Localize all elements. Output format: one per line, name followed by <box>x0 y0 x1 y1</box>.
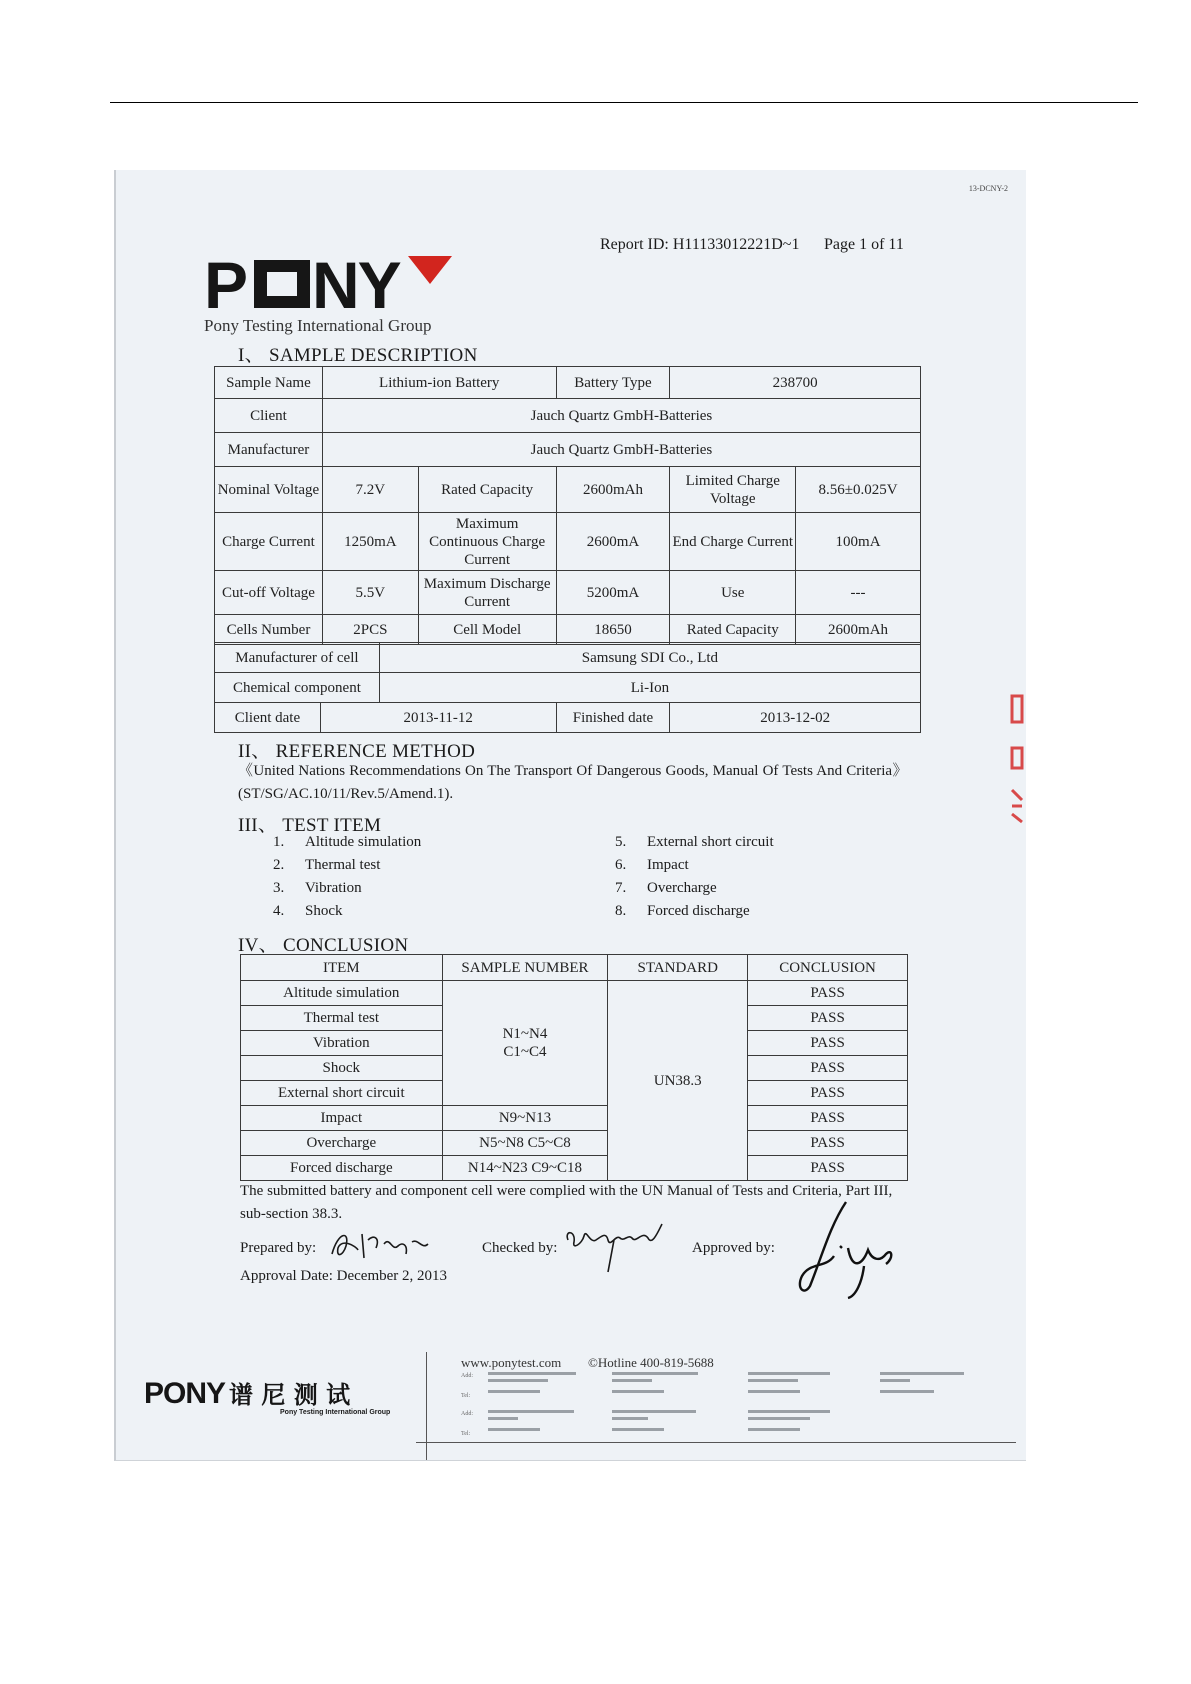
approval-date: Approval Date: December 2, 2013 <box>240 1268 448 1284</box>
company-group: Pony Testing International Group <box>204 316 432 335</box>
conclusion-header-sample: SAMPLE NUMBER <box>442 955 608 981</box>
conclusion-item: Overcharge <box>241 1131 443 1156</box>
limited-charge-voltage-label: Limited Charge Voltage <box>670 467 796 513</box>
footer-group-small: Pony Testing International Group <box>280 1409 391 1416</box>
client-value: Jauch Quartz GmbH-Batteries <box>322 399 920 433</box>
manufacturer-cell-label: Manufacturer of cell <box>215 643 380 673</box>
header-rule <box>110 102 1138 103</box>
test-item-number: 4. <box>273 903 285 919</box>
test-item-number: 2. <box>273 857 285 873</box>
test-item <box>273 834 421 851</box>
rated-capacity2-label: Rated Capacity <box>670 615 796 645</box>
conclusion-result: PASS <box>748 1056 908 1081</box>
conclusion-result: PASS <box>748 1156 908 1181</box>
form-code: 13-DCNY-2 <box>968 184 1008 193</box>
footer-add-label: Add: <box>461 1373 473 1379</box>
test-item <box>615 834 774 851</box>
section-heading-conclusion: IV、 CONCLUSION <box>238 935 409 956</box>
sample-group-n1-c4 <box>442 981 608 1106</box>
sample-impact: N9~N13 <box>442 1106 608 1131</box>
client-date-label: Client date <box>215 703 321 733</box>
test-item-number: 5. <box>615 834 627 850</box>
svg-text:P: P <box>204 254 247 312</box>
nominal-voltage-label: Nominal Voltage <box>215 467 323 513</box>
approved-signature <box>782 1196 902 1311</box>
sample-name-label: Sample Name <box>215 367 323 399</box>
footer-tel-label: Tel: <box>461 1431 471 1437</box>
test-item-number: 6. <box>615 857 627 873</box>
cell-model-label: Cell Model <box>418 615 556 645</box>
conclusion-result: PASS <box>748 1106 908 1131</box>
footer-tel-label: Tel: <box>461 1393 471 1399</box>
test-item-label: Vibration <box>305 880 362 896</box>
conclusion-item: Altitude simulation <box>241 981 443 1006</box>
pony-logo <box>204 254 454 317</box>
footer-website: www.ponytest.com <box>461 1355 562 1370</box>
cells-number-value: 2PCS <box>322 615 418 645</box>
red-seal-edge <box>1008 690 1026 840</box>
section-heading-test-item: III、 TEST ITEM <box>238 815 382 836</box>
dates-table <box>214 702 921 733</box>
manufacturer-value: Jauch Quartz GmbH-Batteries <box>322 433 920 467</box>
compliance-statement: The submitted battery and component cell were complied with the UN Manual of Tests and Criteria, Part III, sub-section 38.3. <box>240 1183 893 1222</box>
charge-current-label: Charge Current <box>215 513 323 571</box>
conclusion-header-standard: STANDARD <box>608 955 748 981</box>
test-item-label: External short circuit <box>647 834 774 850</box>
test-item-label: Shock <box>305 903 343 919</box>
svg-text:NY: NY <box>312 254 400 312</box>
section-heading-sample: I、 SAMPLE DESCRIPTION <box>238 345 478 366</box>
checked-signature <box>562 1214 672 1281</box>
cells-number-label: Cells Number <box>215 615 323 645</box>
conclusion-result: PASS <box>748 1131 908 1156</box>
conclusion-item: Vibration <box>241 1031 443 1056</box>
conclusion-item: Forced discharge <box>241 1156 443 1181</box>
conclusion-item: Thermal test <box>241 1006 443 1031</box>
end-charge-value: 100mA <box>796 513 921 571</box>
manufacturer-label: Manufacturer <box>215 433 323 467</box>
conclusion-result: PASS <box>748 981 908 1006</box>
max-cont-charge-value: 2600mA <box>556 513 670 571</box>
client-date-value: 2013-11-12 <box>320 703 556 733</box>
test-item-label: Impact <box>647 857 689 873</box>
rated-capacity2-value: 2600mAh <box>796 615 921 645</box>
conclusion-header-conclusion: CONCLUSION <box>748 955 908 981</box>
cutoff-voltage-value: 5.5V <box>322 571 418 615</box>
rated-capacity-value: 2600mAh <box>556 467 670 513</box>
footer-add-label: Add: <box>461 1411 473 1417</box>
charge-current-value: 1250mA <box>322 513 418 571</box>
sample-forced: N14~N23 C9~C18 <box>442 1156 608 1181</box>
max-cont-charge-label: Maximum Continuous Charge Current <box>418 513 556 571</box>
footer-logo <box>144 1375 390 1416</box>
rated-capacity-label: Rated Capacity <box>418 467 556 513</box>
conclusion-table <box>240 954 908 1181</box>
sample-name-value: Lithium-ion Battery <box>322 367 556 399</box>
footer-rule <box>416 1442 1016 1443</box>
reference-text: 《United Nations Recommendations On The Transport Of Dangerous Goods, Manual Of Tests And Criteria》(ST/SG/AC.10/11/Rev.5/Amend.1). <box>238 763 900 802</box>
cell-info-table <box>214 642 921 703</box>
finished-date-label: Finished date <box>556 703 670 733</box>
test-item-label: Altitude simulation <box>305 834 422 850</box>
client-label: Client <box>215 399 323 433</box>
nominal-voltage-value: 7.2V <box>322 467 418 513</box>
footer-divider <box>426 1352 427 1460</box>
conclusion-result: PASS <box>748 1006 908 1031</box>
use-label: Use <box>670 571 796 615</box>
prepared-signature <box>328 1224 438 1271</box>
conclusion-header-item: ITEM <box>241 955 443 981</box>
sample-group-line: C1~C4 <box>503 1044 547 1060</box>
test-item <box>273 880 362 897</box>
approved-by-label: Approved by: <box>692 1240 775 1256</box>
test-item <box>615 880 717 897</box>
chemical-value: Li-Ion <box>379 673 920 703</box>
conclusion-result: PASS <box>748 1031 908 1056</box>
sample-group-line: N1~N4 <box>502 1026 548 1042</box>
conclusion-item: External short circuit <box>241 1081 443 1106</box>
test-item-number: 3. <box>273 880 285 896</box>
max-discharge-value: 5200mA <box>556 571 670 615</box>
conclusion-item: Impact <box>241 1106 443 1131</box>
section-heading-reference: II、 REFERENCE METHOD <box>238 741 476 762</box>
cell-model-value: 18650 <box>556 615 670 645</box>
max-discharge-label: Maximum Discharge Current <box>418 571 556 615</box>
footer-logo-text: PONY <box>144 1377 226 1410</box>
page-number: Page 1 of 11 <box>824 236 904 253</box>
footer-contact <box>461 1355 714 1371</box>
footer-address-blocks <box>488 1370 1008 1438</box>
battery-type-label: Battery Type <box>556 367 670 399</box>
prepared-by-label: Prepared by: <box>240 1240 317 1256</box>
conclusion-result: PASS <box>748 1081 908 1106</box>
standard-value: UN38.3 <box>608 981 748 1181</box>
sample-overcharge: N5~N8 C5~C8 <box>442 1131 608 1156</box>
report-id: Report ID: H11133012221D~1 <box>600 236 800 253</box>
test-item <box>273 903 343 920</box>
test-item <box>615 903 750 920</box>
test-item-label: Forced discharge <box>647 903 750 919</box>
footer-cn-name: 谱 尼 测 试 <box>229 1381 351 1409</box>
finished-date-value: 2013-12-02 <box>670 703 921 733</box>
cutoff-voltage-label: Cut-off Voltage <box>215 571 323 615</box>
test-item-number: 7. <box>615 880 627 896</box>
limited-charge-voltage-value: 8.56±0.025V <box>796 467 921 513</box>
test-item-number: 8. <box>615 903 627 919</box>
test-item-label: Overcharge <box>647 880 717 896</box>
test-item-label: Thermal test <box>305 857 381 873</box>
chemical-label: Chemical component <box>215 673 380 703</box>
battery-type-value: 238700 <box>670 367 921 399</box>
manufacturer-cell-value: Samsung SDI Co., Ltd <box>379 643 920 673</box>
test-item <box>615 857 689 874</box>
test-item <box>273 857 380 874</box>
end-charge-label: End Charge Current <box>670 513 796 571</box>
use-value: --- <box>796 571 921 615</box>
footer-hotline: ©Hotline 400-819-5688 <box>588 1355 714 1370</box>
checked-by-label: Checked by: <box>482 1240 558 1256</box>
sample-description-table <box>214 366 921 645</box>
test-item-number: 1. <box>273 834 285 850</box>
conclusion-item: Shock <box>241 1056 443 1081</box>
scanned-certificate <box>114 170 1026 1461</box>
